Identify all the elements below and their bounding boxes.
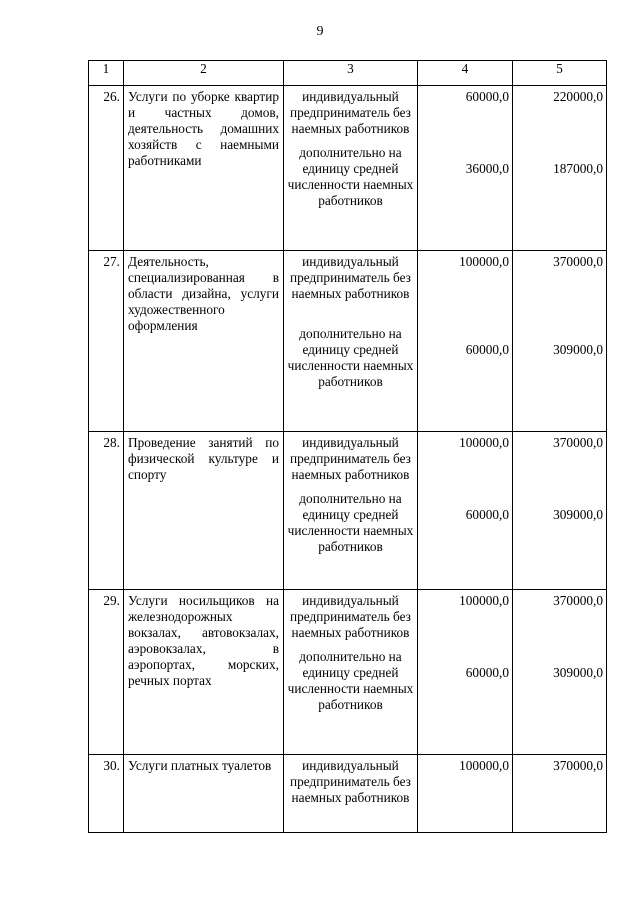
activity-name: Услуги платных туалетов	[124, 755, 284, 833]
table-row	[89, 86, 607, 251]
value-col-4	[418, 755, 513, 833]
category-without-employees: индивидуальный предприниматель без наемных работников	[290, 435, 411, 482]
row-number: 26.	[89, 86, 124, 251]
table-row	[89, 251, 607, 432]
category-per-employee: дополнительно на единицу средней численности наемных работников	[287, 326, 414, 389]
category-cell	[284, 86, 418, 251]
table-row	[89, 755, 607, 833]
table-body	[89, 86, 607, 833]
value-without-employees: 370000,0	[553, 254, 603, 269]
activity-name: Деятельность, специализированная в области дизайна, услуги художественного оформления	[124, 251, 284, 432]
value-col-5	[513, 251, 607, 432]
value-col-5	[513, 755, 607, 833]
value-without-employees: 60000,0	[465, 89, 509, 104]
value-per-employee: 187000,0	[553, 161, 603, 176]
value-per-employee: 309000,0	[553, 507, 603, 522]
header-col-1: 1	[89, 61, 124, 86]
category-without-employees: индивидуальный предприниматель без наемных работников	[290, 758, 411, 805]
value-col-4	[418, 590, 513, 755]
value-without-employees: 100000,0	[459, 254, 509, 269]
row-number: 27.	[89, 251, 124, 432]
category-cell	[284, 755, 418, 833]
tariff-table	[88, 60, 607, 833]
header-row	[89, 61, 607, 86]
category-per-employee: дополнительно на единицу средней численности наемных работников	[287, 145, 414, 208]
row-number: 29.	[89, 590, 124, 755]
category-without-employees: индивидуальный предприниматель без наемных работников	[290, 254, 411, 301]
value-col-4	[418, 251, 513, 432]
header-col-2: 2	[124, 61, 284, 86]
category-without-employees: индивидуальный предприниматель без наемных работников	[290, 89, 411, 136]
header-col-4: 4	[418, 61, 513, 86]
value-col-5	[513, 590, 607, 755]
value-per-employee: 36000,0	[465, 161, 509, 176]
table-row	[89, 590, 607, 755]
activity-name: Услуги по уборке квартир и частных домов, деятельность домашних хозяйств с наемными работниками	[124, 86, 284, 251]
activity-name: Проведение занятий по физической культуре и спорту	[124, 432, 284, 590]
value-per-employee: 60000,0	[465, 507, 509, 522]
category-cell	[284, 251, 418, 432]
value-col-4	[418, 86, 513, 251]
header-col-5: 5	[513, 61, 607, 86]
category-per-employee: дополнительно на единицу средней численности наемных работников	[287, 649, 414, 712]
value-without-employees: 370000,0	[553, 758, 603, 773]
value-col-4	[418, 432, 513, 590]
row-number: 28.	[89, 432, 124, 590]
table-header	[89, 61, 607, 86]
value-without-employees: 370000,0	[553, 593, 603, 608]
category-cell	[284, 590, 418, 755]
value-without-employees: 220000,0	[553, 89, 603, 104]
category-without-employees: индивидуальный предприниматель без наемных работников	[290, 593, 411, 640]
value-per-employee: 60000,0	[465, 342, 509, 357]
value-col-5	[513, 86, 607, 251]
category-per-employee: дополнительно на единицу средней численности наемных работников	[287, 491, 414, 554]
activity-name: Услуги носильщиков на железнодорожных вокзалах, автовокзалах, аэровокзалах, в аэропортах, морских, речных портах	[124, 590, 284, 755]
value-per-employee: 309000,0	[553, 665, 603, 680]
row-number: 30.	[89, 755, 124, 833]
value-per-employee: 309000,0	[553, 342, 603, 357]
value-per-employee: 60000,0	[465, 665, 509, 680]
value-col-5	[513, 432, 607, 590]
value-without-employees: 100000,0	[459, 435, 509, 450]
table-row	[89, 432, 607, 590]
category-cell	[284, 432, 418, 590]
value-without-employees: 100000,0	[459, 758, 509, 773]
value-without-employees: 370000,0	[553, 435, 603, 450]
header-col-3: 3	[284, 61, 418, 86]
value-without-employees: 100000,0	[459, 593, 509, 608]
page-number: 9	[316, 24, 324, 39]
